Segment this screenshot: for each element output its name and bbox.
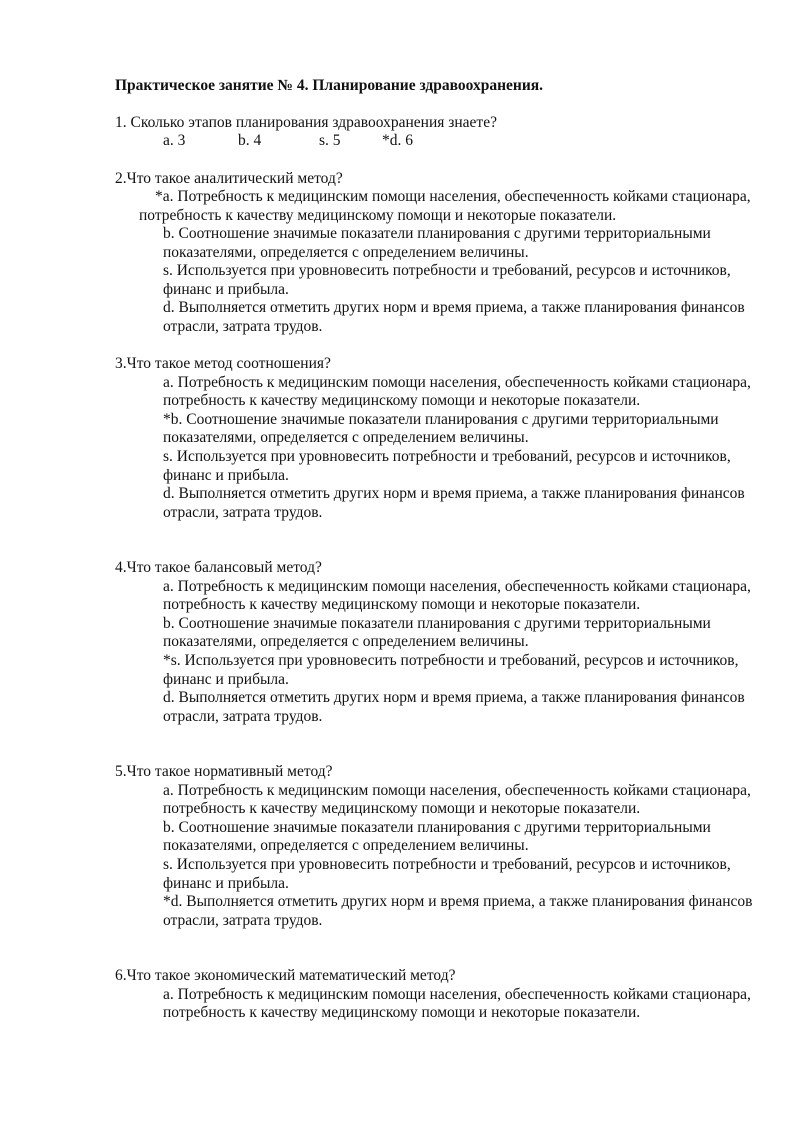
question-3-option-d: d. Выполняется отметить других норм и время приема, а также планирования финансов отрасли, затрата трудов.: [163, 485, 745, 521]
question-4-option-d: d. Выполняется отметить других норм и время приема, а также планирования финансов отрасли, затрата трудов.: [163, 689, 745, 725]
option-b: b. 4: [238, 132, 262, 149]
question-4-block: [115, 559, 775, 726]
question-3-option-s: s. Используется при уровновесить потребности и требований, ресурсов и источников, финанс и прибыла.: [163, 447, 731, 484]
question-3-option-b: *b. Соотношение значимые показатели планирования с другими территориальными показателями, определяется с определением величины.: [163, 410, 719, 447]
question-2-option-d: d. Выполняется отметить других норм и время приема, а также планирования финансов отрасли, затрата трудов.: [163, 299, 745, 335]
option-d: *d. 6: [382, 132, 413, 149]
question-5-block: [115, 763, 775, 930]
question-2-options-rest: [115, 225, 775, 337]
question-4-option-b: b. Соотношение значимые показатели планирования с другими территориальными показателями, определяется с определением величины.: [163, 614, 711, 651]
question-6-block: [115, 967, 775, 1023]
question-1: 1. Сколько этапов планирования здравоохранения знаете?: [115, 114, 497, 131]
question-3: 3.Что такое метод соотношения?: [115, 355, 331, 372]
question-6-option-a: a. Потребность к медицинским помощи населения, обеспеченность койками стационара, потребность к качеству медицинскому помощи и некоторые показатели.: [163, 985, 751, 1022]
option-s: s. 5: [319, 132, 341, 149]
question-4: 4.Что такое балансовый метод?: [115, 559, 322, 576]
question-2-option-b: b. Соотношение значимые показатели планирования с другими территориальными показателями, определяется с определением величины.: [163, 225, 711, 261]
page-title: Практическое занятие № 4. Планирование здравоохранения.: [115, 77, 544, 94]
question-4-option-a: a. Потребность к медицинским помощи населения, обеспеченность койками стационара, потребность к качеству медицинскому помощи и некоторые показатели.: [163, 577, 751, 614]
question-2-option-a: *a. Потребность к медицинским помощи населения, обеспеченность койками стационара, потребность к качеству медицинскому помощи и некоторые показатели.: [139, 188, 751, 224]
question-6: 6.Что такое экономический математический метод?: [115, 967, 456, 984]
question-3-block: [115, 355, 775, 522]
question-5-option-d: *d. Выполняется отметить других норм и время приема, а также планирования финансов отрасли, затрата трудов.: [163, 893, 753, 929]
question-5-option-b: b. Соотношение значимые показатели планирования с другими территориальными показателями, определяется с определением величины.: [163, 818, 711, 855]
question-3-option-a: a. Потребность к медицинским помощи населения, обеспеченность койками стационара, потребность к качеству медицинскому помощи и некоторые показатели.: [163, 373, 751, 410]
question-5-option-a: a. Потребность к медицинским помощи населения, обеспеченность койками стационара, потребность к качеству медицинскому помощи и некоторые показатели.: [163, 781, 751, 818]
option-a: a. 3: [163, 132, 186, 149]
question-2-option-s: s. Используется при уровновесить потребности и требований, ресурсов и источников, финанс и прибыла.: [163, 262, 731, 298]
question-4-option-s: *s. Используется при уровновесить потребности и требований, ресурсов и источников, финанс и прибыла.: [163, 651, 739, 688]
question-5: 5.Что такое нормативный метод?: [115, 763, 333, 780]
question-2: 2.Что такое аналитический метод?: [115, 170, 343, 187]
question-5-option-s: s. Используется при уровновесить потребности и требований, ресурсов и источников, финанс и прибыла.: [163, 855, 731, 892]
